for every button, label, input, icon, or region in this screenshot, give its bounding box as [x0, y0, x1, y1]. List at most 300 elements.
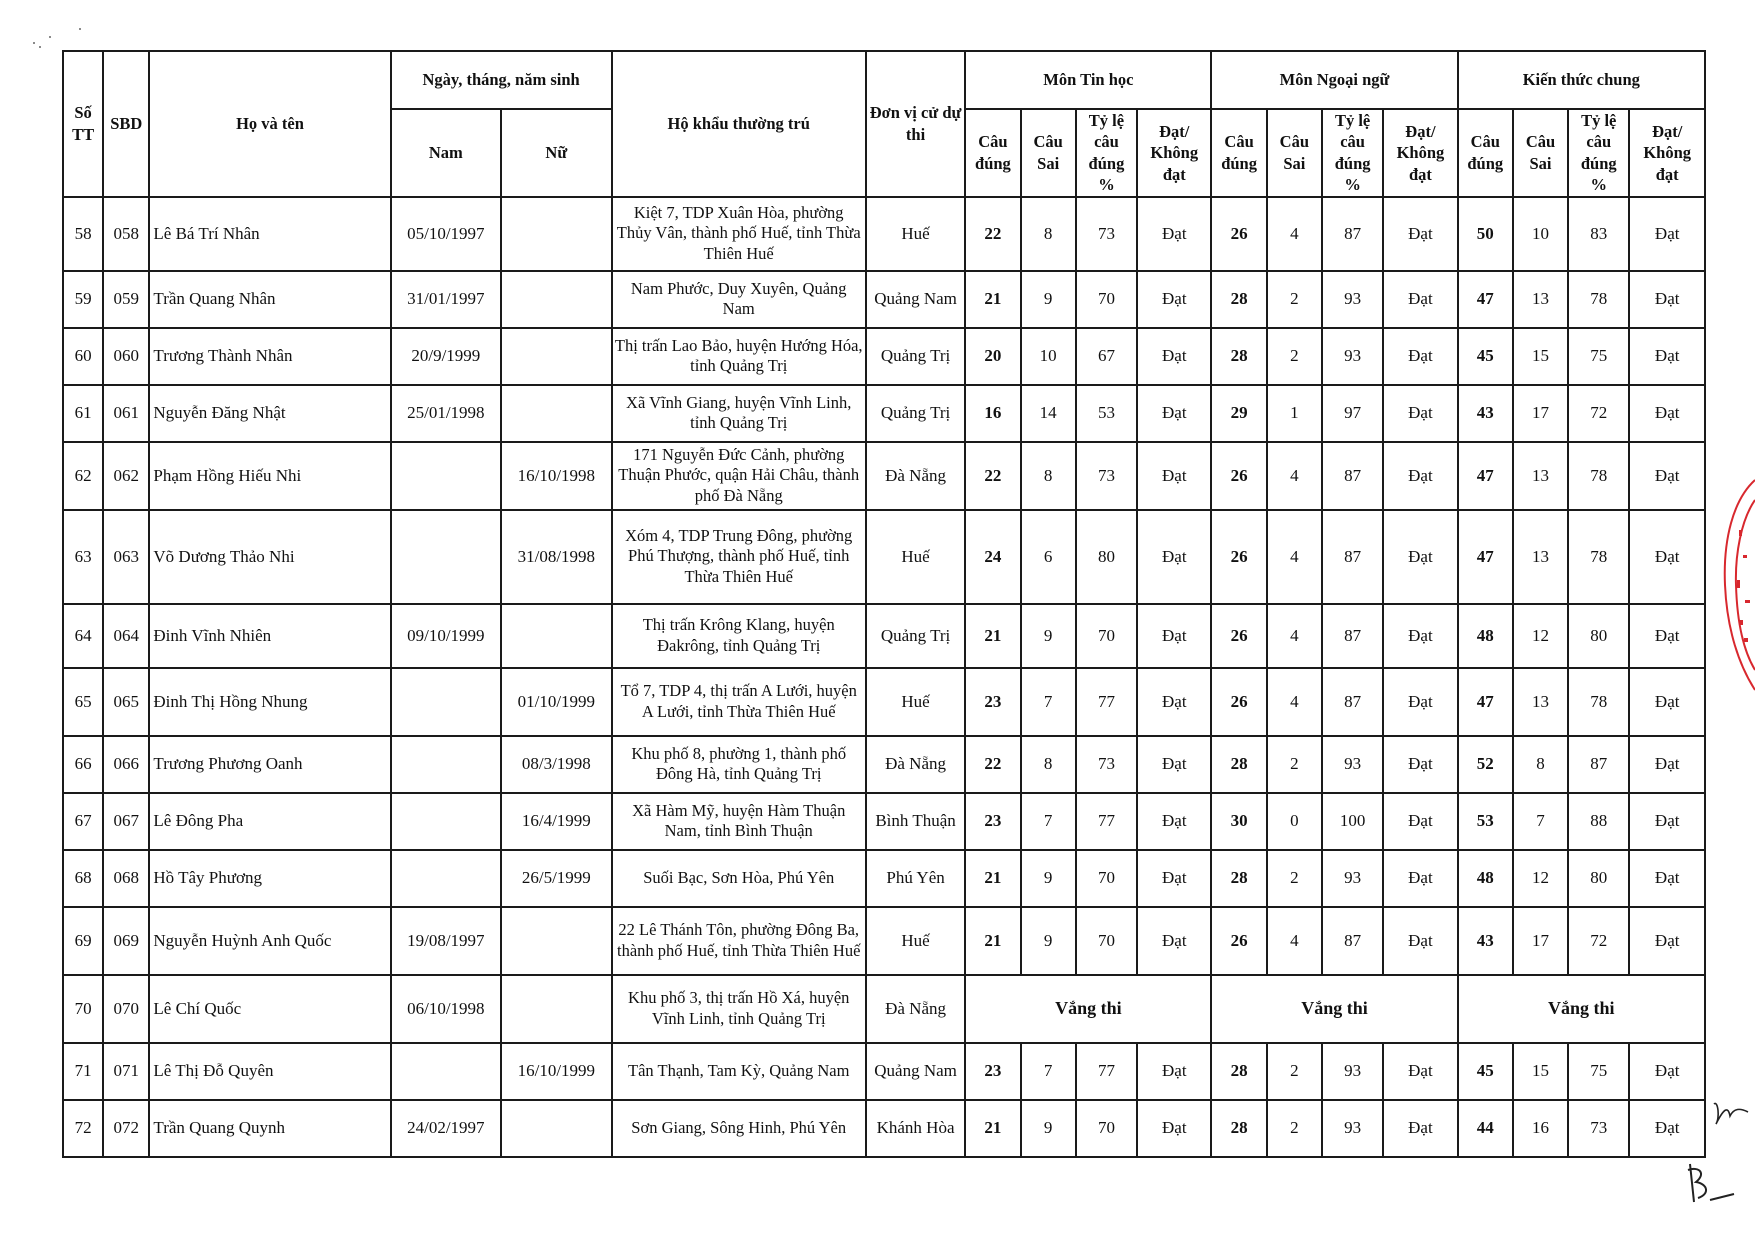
- row-it-pass: Đạt: [1137, 385, 1211, 442]
- row-dob-female: 16/10/1998: [501, 442, 612, 510]
- row-general-correct: 47: [1458, 510, 1513, 604]
- row-it-rate: 73: [1076, 442, 1137, 510]
- row-lang-correct: 26: [1211, 604, 1266, 668]
- row-it-rate: 80: [1076, 510, 1137, 604]
- row-name: Trương Thành Nhân: [149, 328, 390, 385]
- row-address: 22 Lê Thánh Tôn, phường Đông Ba, thành phố Huế, tỉnh Thừa Thiên Huế: [612, 907, 866, 975]
- row-name: Đinh Vĩnh Nhiên: [149, 604, 390, 668]
- table-body: [63, 197, 1705, 1157]
- header-female: Nữ: [501, 109, 612, 197]
- row-dob-male: 05/10/1997: [391, 197, 502, 271]
- row-stt: 71: [63, 1043, 103, 1100]
- row-it-wrong: 8: [1021, 442, 1076, 510]
- header-it-rate: Tỷ lệ câu đúng %: [1076, 109, 1137, 197]
- row-unit: Đà Nẵng: [866, 975, 965, 1043]
- row-it-correct: 21: [965, 604, 1020, 668]
- row-sbd: 064: [103, 604, 149, 668]
- row-it-rate: 73: [1076, 197, 1137, 271]
- row-address: Tổ 7, TDP 4, thị trấn A Lưới, huyện A Lưới, tỉnh Thừa Thiên Huế: [612, 668, 866, 736]
- row-dob-female: 16/10/1999: [501, 1043, 612, 1100]
- table-row: [63, 385, 1705, 442]
- row-address: Xã Hàm Mỹ, huyện Hàm Thuận Nam, tỉnh Bình Thuận: [612, 793, 866, 850]
- row-lang-pass: Đạt: [1383, 197, 1457, 271]
- row-it-correct: 23: [965, 668, 1020, 736]
- row-lang-wrong: 4: [1267, 907, 1322, 975]
- scan-noise: [30, 25, 90, 55]
- row-general-correct: 43: [1458, 385, 1513, 442]
- row-dob-male: [391, 510, 502, 604]
- row-lang-correct: 28: [1211, 736, 1266, 793]
- row-general-wrong: 10: [1513, 197, 1568, 271]
- row-it-rate: 70: [1076, 1100, 1137, 1157]
- row-general-wrong: 13: [1513, 271, 1568, 328]
- row-unit: Quảng Trị: [866, 385, 965, 442]
- row-general-pass: Đạt: [1629, 442, 1705, 510]
- row-it-correct: 21: [965, 907, 1020, 975]
- row-lang-pass: Đạt: [1383, 328, 1457, 385]
- row-dob-male: 25/01/1998: [391, 385, 502, 442]
- row-general-correct: 52: [1458, 736, 1513, 793]
- row-lang-rate: 87: [1322, 510, 1383, 604]
- row-it-wrong: 7: [1021, 793, 1076, 850]
- row-lang-pass: Đạt: [1383, 385, 1457, 442]
- row-general-pass: Đạt: [1629, 1043, 1705, 1100]
- row-lang-pass: Đạt: [1383, 271, 1457, 328]
- row-it-correct: 23: [965, 1043, 1020, 1100]
- row-lang-correct: 26: [1211, 668, 1266, 736]
- row-lang-correct: 28: [1211, 850, 1266, 907]
- row-lang-pass: Đạt: [1383, 1043, 1457, 1100]
- row-general-rate: 80: [1568, 850, 1629, 907]
- header-sbd: SBD: [103, 51, 149, 197]
- row-it-rate: 70: [1076, 604, 1137, 668]
- row-it-correct: 23: [965, 793, 1020, 850]
- row-address: Thị trấn Lao Bảo, huyện Hướng Hóa, tỉnh Quảng Trị: [612, 328, 866, 385]
- row-dob-female: [501, 197, 612, 271]
- row-general-pass: Đạt: [1629, 736, 1705, 793]
- row-lang-correct: 30: [1211, 793, 1266, 850]
- row-lang-pass: Đạt: [1383, 793, 1457, 850]
- row-general-wrong: 12: [1513, 850, 1568, 907]
- row-general-wrong: 8: [1513, 736, 1568, 793]
- row-general-wrong: 12: [1513, 604, 1568, 668]
- row-it-absent: Vắng thi: [965, 975, 1211, 1043]
- row-name: Trương Phương Oanh: [149, 736, 390, 793]
- row-general-rate: 78: [1568, 271, 1629, 328]
- table-row: [63, 736, 1705, 793]
- row-it-pass: Đạt: [1137, 1100, 1211, 1157]
- row-lang-rate: 87: [1322, 197, 1383, 271]
- header-group-general: Kiến thức chung: [1458, 51, 1705, 109]
- row-address: Xã Vĩnh Giang, huyện Vĩnh Linh, tỉnh Quảng Trị: [612, 385, 866, 442]
- row-sbd: 062: [103, 442, 149, 510]
- row-it-wrong: 9: [1021, 271, 1076, 328]
- row-name: Trần Quang Quynh: [149, 1100, 390, 1157]
- row-lang-wrong: 2: [1267, 1043, 1322, 1100]
- row-address: Khu phố 8, phường 1, thành phố Đông Hà, tỉnh Quảng Trị: [612, 736, 866, 793]
- row-it-correct: 22: [965, 197, 1020, 271]
- row-lang-correct: 29: [1211, 385, 1266, 442]
- row-it-wrong: 9: [1021, 850, 1076, 907]
- row-general-pass: Đạt: [1629, 328, 1705, 385]
- row-lang-rate: 93: [1322, 736, 1383, 793]
- row-general-rate: 72: [1568, 907, 1629, 975]
- row-unit: Quảng Nam: [866, 271, 965, 328]
- row-dob-female: [501, 1100, 612, 1157]
- row-it-rate: 70: [1076, 271, 1137, 328]
- header-lang-wrong: Câu Sai: [1267, 109, 1322, 197]
- row-sbd: 061: [103, 385, 149, 442]
- header-gen-pass: Đạt/ Không đạt: [1629, 109, 1705, 197]
- table-row: [63, 668, 1705, 736]
- row-sbd: 060: [103, 328, 149, 385]
- row-it-correct: 20: [965, 328, 1020, 385]
- row-sbd: 068: [103, 850, 149, 907]
- row-lang-pass: Đạt: [1383, 850, 1457, 907]
- row-address: Sơn Giang, Sông Hinh, Phú Yên: [612, 1100, 866, 1157]
- row-stt: 70: [63, 975, 103, 1043]
- row-general-wrong: 17: [1513, 907, 1568, 975]
- row-it-pass: Đạt: [1137, 328, 1211, 385]
- header-gen-correct: Câu đúng: [1458, 109, 1513, 197]
- row-it-wrong: 8: [1021, 197, 1076, 271]
- row-general-rate: 87: [1568, 736, 1629, 793]
- row-address: Tân Thạnh, Tam Kỳ, Quảng Nam: [612, 1043, 866, 1100]
- row-it-rate: 70: [1076, 907, 1137, 975]
- header-group-lang: Môn Ngoại ngữ: [1211, 51, 1457, 109]
- row-general-correct: 43: [1458, 907, 1513, 975]
- header-gen-wrong: Câu Sai: [1513, 109, 1568, 197]
- row-dob-male: 19/08/1997: [391, 907, 502, 975]
- row-stt: 66: [63, 736, 103, 793]
- row-unit: Huế: [866, 510, 965, 604]
- row-it-pass: Đạt: [1137, 850, 1211, 907]
- row-lang-pass: Đạt: [1383, 736, 1457, 793]
- row-unit: Quảng Trị: [866, 604, 965, 668]
- row-sbd: 072: [103, 1100, 149, 1157]
- row-unit: Huế: [866, 907, 965, 975]
- row-unit: Khánh Hòa: [866, 1100, 965, 1157]
- row-general-pass: Đạt: [1629, 197, 1705, 271]
- row-lang-rate: 93: [1322, 850, 1383, 907]
- row-stt: 63: [63, 510, 103, 604]
- row-name: Đinh Thị Hồng Nhung: [149, 668, 390, 736]
- row-general-rate: 88: [1568, 793, 1629, 850]
- row-lang-wrong: 2: [1267, 736, 1322, 793]
- row-dob-female: [501, 907, 612, 975]
- row-address: Khu phố 3, thị trấn Hồ Xá, huyện Vĩnh Linh, tỉnh Quảng Trị: [612, 975, 866, 1043]
- header-address: Hộ khẩu thường trú: [612, 51, 866, 197]
- table-row: [63, 197, 1705, 271]
- row-it-pass: Đạt: [1137, 271, 1211, 328]
- row-address: Thị trấn Krông Klang, huyện Đakrông, tỉnh Quảng Trị: [612, 604, 866, 668]
- row-it-pass: Đạt: [1137, 510, 1211, 604]
- row-it-pass: Đạt: [1137, 442, 1211, 510]
- row-lang-rate: 93: [1322, 1100, 1383, 1157]
- row-it-wrong: 10: [1021, 328, 1076, 385]
- row-general-correct: 53: [1458, 793, 1513, 850]
- row-general-wrong: 13: [1513, 510, 1568, 604]
- row-it-correct: 21: [965, 850, 1020, 907]
- table-row: [63, 907, 1705, 975]
- initials-signature-lower: [1680, 1160, 1740, 1210]
- row-it-correct: 22: [965, 736, 1020, 793]
- row-lang-wrong: 1: [1267, 385, 1322, 442]
- row-lang-correct: 28: [1211, 328, 1266, 385]
- row-stt: 72: [63, 1100, 103, 1157]
- row-address: Kiệt 7, TDP Xuân Hòa, phường Thủy Vân, thành phố Huế, tỉnh Thừa Thiên Huế: [612, 197, 866, 271]
- row-lang-correct: 26: [1211, 907, 1266, 975]
- row-dob-female: 26/5/1999: [501, 850, 612, 907]
- table-row: [63, 604, 1705, 668]
- row-unit: Quảng Nam: [866, 1043, 965, 1100]
- row-general-pass: Đạt: [1629, 271, 1705, 328]
- table-row: [63, 1100, 1705, 1157]
- row-general-rate: 78: [1568, 510, 1629, 604]
- row-it-rate: 53: [1076, 385, 1137, 442]
- row-it-pass: Đạt: [1137, 736, 1211, 793]
- row-it-wrong: 9: [1021, 604, 1076, 668]
- row-sbd: 058: [103, 197, 149, 271]
- row-lang-rate: 93: [1322, 328, 1383, 385]
- row-it-rate: 73: [1076, 736, 1137, 793]
- row-it-pass: Đạt: [1137, 197, 1211, 271]
- row-address: Suối Bạc, Sơn Hòa, Phú Yên: [612, 850, 866, 907]
- row-general-wrong: 17: [1513, 385, 1568, 442]
- row-general-pass: Đạt: [1629, 850, 1705, 907]
- row-lang-rate: 93: [1322, 271, 1383, 328]
- row-name: Hồ Tây Phương: [149, 850, 390, 907]
- row-lang-rate: 87: [1322, 907, 1383, 975]
- row-lang-pass: Đạt: [1383, 1100, 1457, 1157]
- row-general-wrong: 13: [1513, 668, 1568, 736]
- header-stt: Số TT: [63, 51, 103, 197]
- table-row: [63, 793, 1705, 850]
- row-general-correct: 50: [1458, 197, 1513, 271]
- row-general-pass: Đạt: [1629, 1100, 1705, 1157]
- row-general-pass: Đạt: [1629, 793, 1705, 850]
- row-stt: 69: [63, 907, 103, 975]
- row-it-wrong: 14: [1021, 385, 1076, 442]
- row-general-pass: Đạt: [1629, 604, 1705, 668]
- row-general-correct: 47: [1458, 271, 1513, 328]
- row-name: Nguyễn Đăng Nhật: [149, 385, 390, 442]
- results-table: [62, 50, 1706, 1158]
- row-it-rate: 70: [1076, 850, 1137, 907]
- row-lang-correct: 26: [1211, 442, 1266, 510]
- row-general-rate: 72: [1568, 385, 1629, 442]
- row-dob-female: [501, 975, 612, 1043]
- row-unit: Quảng Trị: [866, 328, 965, 385]
- row-lang-wrong: 2: [1267, 1100, 1322, 1157]
- header-male: Nam: [391, 109, 502, 197]
- row-stt: 60: [63, 328, 103, 385]
- row-it-pass: Đạt: [1137, 1043, 1211, 1100]
- row-name: Phạm Hồng Hiếu Nhi: [149, 442, 390, 510]
- row-sbd: 069: [103, 907, 149, 975]
- row-dob-female: 08/3/1998: [501, 736, 612, 793]
- header-lang-pass: Đạt/ Không đạt: [1383, 109, 1457, 197]
- row-it-wrong: 7: [1021, 1043, 1076, 1100]
- row-address: Nam Phước, Duy Xuyên, Quảng Nam: [612, 271, 866, 328]
- initials-signature: [1712, 1098, 1752, 1128]
- row-sbd: 059: [103, 271, 149, 328]
- row-sbd: 070: [103, 975, 149, 1043]
- row-general-correct: 48: [1458, 604, 1513, 668]
- row-it-rate: 77: [1076, 1043, 1137, 1100]
- row-lang-wrong: 2: [1267, 328, 1322, 385]
- table-row: [63, 442, 1705, 510]
- row-it-pass: Đạt: [1137, 668, 1211, 736]
- row-lang-rate: 87: [1322, 442, 1383, 510]
- row-dob-male: [391, 793, 502, 850]
- row-it-wrong: 9: [1021, 1100, 1076, 1157]
- row-general-absent: Vắng thi: [1458, 975, 1705, 1043]
- row-lang-wrong: 4: [1267, 442, 1322, 510]
- row-name: Nguyễn Huỳnh Anh Quốc: [149, 907, 390, 975]
- row-lang-pass: Đạt: [1383, 510, 1457, 604]
- row-general-wrong: 15: [1513, 1043, 1568, 1100]
- table-row: [63, 850, 1705, 907]
- row-general-wrong: 15: [1513, 328, 1568, 385]
- table-row: [63, 271, 1705, 328]
- row-it-pass: Đạt: [1137, 793, 1211, 850]
- row-stt: 68: [63, 850, 103, 907]
- header-group-it: Môn Tin học: [965, 51, 1211, 109]
- table-row: [63, 328, 1705, 385]
- row-general-pass: Đạt: [1629, 668, 1705, 736]
- row-general-pass: Đạt: [1629, 510, 1705, 604]
- row-stt: 64: [63, 604, 103, 668]
- row-dob-male: 24/02/1997: [391, 1100, 502, 1157]
- row-stt: 62: [63, 442, 103, 510]
- row-it-correct: 24: [965, 510, 1020, 604]
- row-dob-female: [501, 385, 612, 442]
- row-general-correct: 48: [1458, 850, 1513, 907]
- row-it-rate: 77: [1076, 793, 1137, 850]
- header-name: Họ và tên: [149, 51, 390, 197]
- header-dob: Ngày, tháng, năm sinh: [391, 51, 612, 109]
- row-it-correct: 16: [965, 385, 1020, 442]
- row-general-rate: 75: [1568, 1043, 1629, 1100]
- row-lang-correct: 28: [1211, 1100, 1266, 1157]
- row-lang-wrong: 2: [1267, 271, 1322, 328]
- row-general-correct: 44: [1458, 1100, 1513, 1157]
- row-dob-female: 16/4/1999: [501, 793, 612, 850]
- row-dob-male: [391, 736, 502, 793]
- table-row: [63, 975, 1705, 1043]
- row-dob-female: 31/08/1998: [501, 510, 612, 604]
- row-it-wrong: 6: [1021, 510, 1076, 604]
- row-general-rate: 78: [1568, 668, 1629, 736]
- row-it-pass: Đạt: [1137, 907, 1211, 975]
- header-it-wrong: Câu Sai: [1021, 109, 1076, 197]
- row-it-wrong: 9: [1021, 907, 1076, 975]
- row-stt: 61: [63, 385, 103, 442]
- row-dob-male: 20/9/1999: [391, 328, 502, 385]
- row-general-rate: 78: [1568, 442, 1629, 510]
- row-lang-absent: Vắng thi: [1211, 975, 1457, 1043]
- row-general-wrong: 13: [1513, 442, 1568, 510]
- row-general-wrong: 7: [1513, 793, 1568, 850]
- row-lang-pass: Đạt: [1383, 442, 1457, 510]
- row-it-correct: 21: [965, 271, 1020, 328]
- header-it-pass: Đạt/ Không đạt: [1137, 109, 1211, 197]
- row-lang-rate: 87: [1322, 604, 1383, 668]
- row-it-wrong: 7: [1021, 668, 1076, 736]
- row-stt: 67: [63, 793, 103, 850]
- header-lang-rate: Tỷ lệ câu đúng %: [1322, 109, 1383, 197]
- row-lang-pass: Đạt: [1383, 604, 1457, 668]
- row-unit: Đà Nẵng: [866, 442, 965, 510]
- row-lang-rate: 93: [1322, 1043, 1383, 1100]
- row-dob-male: 06/10/1998: [391, 975, 502, 1043]
- header-it-correct: Câu đúng: [965, 109, 1020, 197]
- row-dob-male: [391, 668, 502, 736]
- row-lang-wrong: 2: [1267, 850, 1322, 907]
- row-dob-female: 01/10/1999: [501, 668, 612, 736]
- row-general-wrong: 16: [1513, 1100, 1568, 1157]
- row-general-correct: 45: [1458, 328, 1513, 385]
- row-name: Lê Bá Trí Nhân: [149, 197, 390, 271]
- row-name: Võ Dương Thảo Nhi: [149, 510, 390, 604]
- row-sbd: 067: [103, 793, 149, 850]
- row-dob-male: [391, 442, 502, 510]
- row-it-wrong: 8: [1021, 736, 1076, 793]
- row-dob-male: 09/10/1999: [391, 604, 502, 668]
- row-unit: Huế: [866, 197, 965, 271]
- row-dob-male: [391, 1043, 502, 1100]
- table-row: [63, 1043, 1705, 1100]
- row-lang-rate: 97: [1322, 385, 1383, 442]
- row-unit: Phú Yên: [866, 850, 965, 907]
- row-unit: Huế: [866, 668, 965, 736]
- row-name: Lê Thị Đỗ Quyên: [149, 1043, 390, 1100]
- seal-stamp-fragment: [1715, 470, 1755, 700]
- row-stt: 65: [63, 668, 103, 736]
- row-unit: Bình Thuận: [866, 793, 965, 850]
- row-dob-female: [501, 271, 612, 328]
- row-address: Xóm 4, TDP Trung Đông, phường Phú Thượng, thành phố Huế, tỉnh Thừa Thiên Huế: [612, 510, 866, 604]
- row-general-rate: 80: [1568, 604, 1629, 668]
- table-row: [63, 510, 1705, 604]
- row-sbd: 065: [103, 668, 149, 736]
- row-general-correct: 45: [1458, 1043, 1513, 1100]
- row-it-correct: 22: [965, 442, 1020, 510]
- row-name: Trần Quang Nhân: [149, 271, 390, 328]
- row-general-rate: 83: [1568, 197, 1629, 271]
- row-general-rate: 73: [1568, 1100, 1629, 1157]
- row-lang-wrong: 4: [1267, 510, 1322, 604]
- table-header: [63, 51, 1705, 197]
- row-dob-male: [391, 850, 502, 907]
- row-it-rate: 67: [1076, 328, 1137, 385]
- row-lang-wrong: 0: [1267, 793, 1322, 850]
- row-dob-male: 31/01/1997: [391, 271, 502, 328]
- row-name: Lê Đông Pha: [149, 793, 390, 850]
- row-name: Lê Chí Quốc: [149, 975, 390, 1043]
- row-lang-pass: Đạt: [1383, 668, 1457, 736]
- row-lang-pass: Đạt: [1383, 907, 1457, 975]
- row-it-pass: Đạt: [1137, 604, 1211, 668]
- header-unit: Đơn vị cử dự thi: [866, 51, 965, 197]
- row-general-pass: Đạt: [1629, 907, 1705, 975]
- row-lang-wrong: 4: [1267, 604, 1322, 668]
- row-dob-female: [501, 328, 612, 385]
- row-lang-rate: 87: [1322, 668, 1383, 736]
- row-lang-wrong: 4: [1267, 668, 1322, 736]
- row-stt: 59: [63, 271, 103, 328]
